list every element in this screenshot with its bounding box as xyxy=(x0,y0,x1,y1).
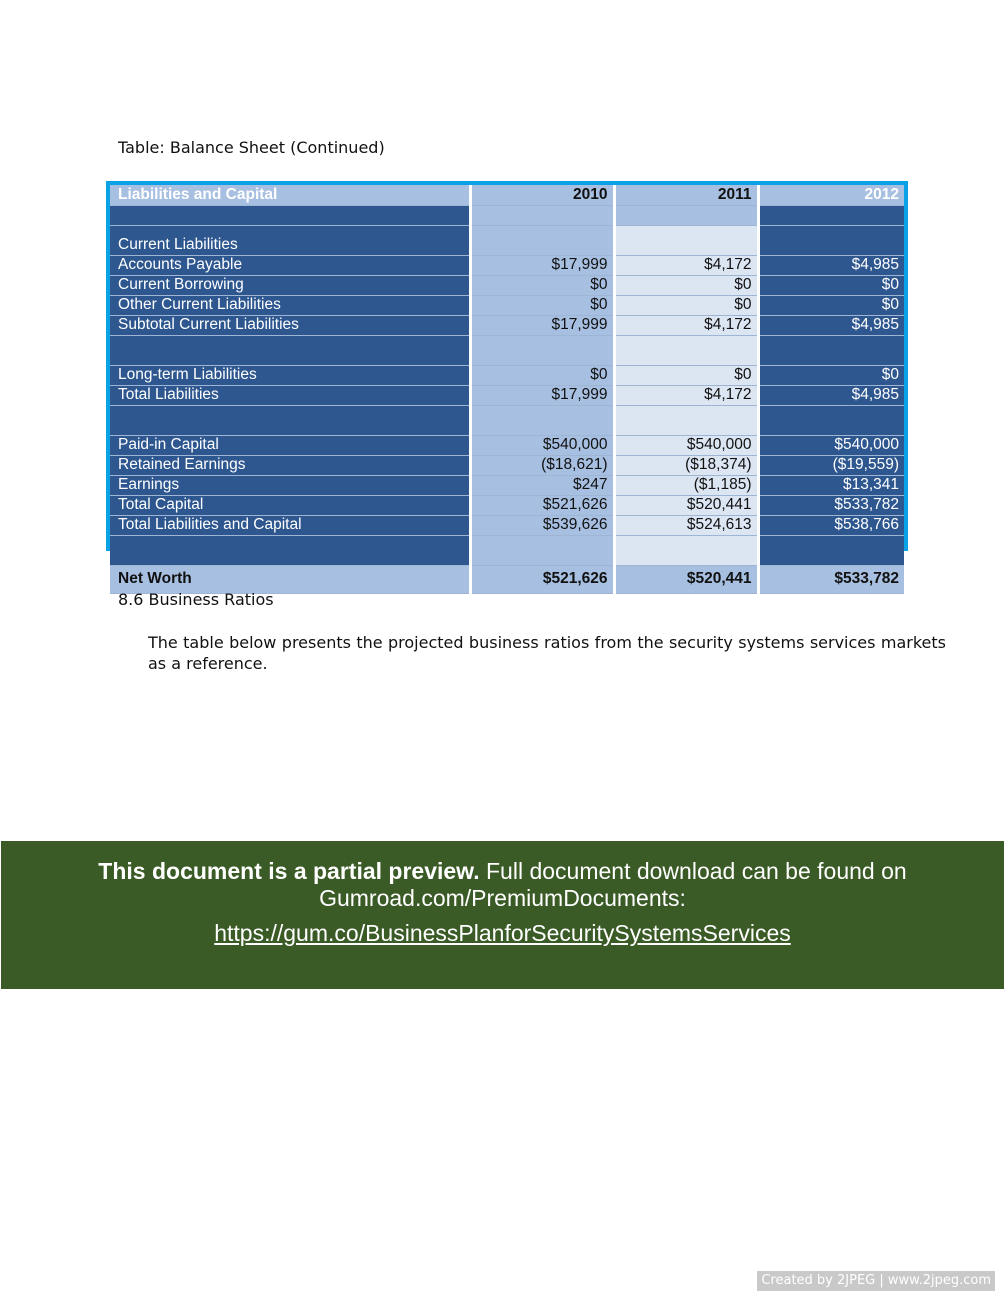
intro-paragraph: The table below presents the projected business ratios from the security systems services markets as a reference. xyxy=(148,633,946,673)
table-row xyxy=(110,335,904,365)
row-value: $0 xyxy=(470,365,614,385)
table-row xyxy=(110,275,904,295)
row-value: $538,766 xyxy=(758,515,904,535)
row-value: ($1,185) xyxy=(614,475,758,495)
row-value: $17,999 xyxy=(470,255,614,275)
table-row xyxy=(110,255,904,275)
table-row xyxy=(110,495,904,515)
row-label: Other Current Liabilities xyxy=(110,295,470,315)
row-value: $0 xyxy=(614,365,758,385)
row-value xyxy=(758,335,904,365)
table-row xyxy=(110,225,904,255)
row-value: $539,626 xyxy=(470,515,614,535)
row-label: Earnings xyxy=(110,475,470,495)
header-year: 2011 xyxy=(614,185,758,205)
row-label: Paid-in Capital xyxy=(110,435,470,455)
row-value: $4,172 xyxy=(614,255,758,275)
row-value: $0 xyxy=(614,295,758,315)
row-value xyxy=(614,205,758,225)
row-label: Retained Earnings xyxy=(110,455,470,475)
row-label xyxy=(110,205,470,225)
table-row xyxy=(110,365,904,385)
row-value xyxy=(614,535,758,565)
row-label: Subtotal Current Liabilities xyxy=(110,315,470,335)
row-value: ($18,374) xyxy=(614,455,758,475)
table-row xyxy=(110,315,904,335)
row-value xyxy=(614,335,758,365)
row-value: $17,999 xyxy=(470,315,614,335)
row-value: $520,441 xyxy=(614,565,758,593)
row-value xyxy=(470,335,614,365)
banner-line-2: Gumroad.com/PremiumDocuments: xyxy=(319,885,686,911)
row-value: $533,782 xyxy=(758,565,904,593)
header-label: Liabilities and Capital xyxy=(110,185,470,205)
watermark: Created by 2JPEG | www.2jpeg.com xyxy=(757,1271,995,1291)
row-value: $520,441 xyxy=(614,495,758,515)
row-value xyxy=(758,405,904,435)
row-label xyxy=(110,535,470,565)
row-value: $4,985 xyxy=(758,255,904,275)
table-caption: Table: Balance Sheet (Continued) xyxy=(118,138,385,157)
row-label: Total Capital xyxy=(110,495,470,515)
header-year: 2010 xyxy=(470,185,614,205)
row-value: $521,626 xyxy=(470,495,614,515)
download-link[interactable]: https://gum.co/BusinessPlanforSecuritySystemsServices xyxy=(214,920,791,946)
table-row xyxy=(110,515,904,535)
row-label: Total Liabilities and Capital xyxy=(110,515,470,535)
row-value: $533,782 xyxy=(758,495,904,515)
table-row xyxy=(110,295,904,315)
row-value: $247 xyxy=(470,475,614,495)
row-value: $0 xyxy=(470,275,614,295)
row-value xyxy=(758,205,904,225)
row-value xyxy=(470,225,614,255)
row-value: $4,985 xyxy=(758,385,904,405)
row-value: $0 xyxy=(758,365,904,385)
row-value: $13,341 xyxy=(758,475,904,495)
header-year: 2012 xyxy=(758,185,904,205)
row-value: $4,172 xyxy=(614,315,758,335)
table-row xyxy=(110,435,904,455)
table-row xyxy=(110,385,904,405)
table-row xyxy=(110,475,904,495)
row-label xyxy=(110,335,470,365)
row-value xyxy=(758,225,904,255)
row-label: Long-term Liabilities xyxy=(110,365,470,385)
row-value: $0 xyxy=(614,275,758,295)
row-value: $524,613 xyxy=(614,515,758,535)
row-value: ($19,559) xyxy=(758,455,904,475)
banner-line-1 xyxy=(1,858,1004,885)
preview-banner xyxy=(1,841,1004,989)
row-value: $521,626 xyxy=(470,565,614,593)
section-heading: 8.6 Business Ratios xyxy=(118,590,274,609)
row-value xyxy=(470,405,614,435)
row-label: Total Liabilities xyxy=(110,385,470,405)
row-label: Current Borrowing xyxy=(110,275,470,295)
table-row xyxy=(110,535,904,565)
row-value: $0 xyxy=(758,275,904,295)
table-row xyxy=(110,455,904,475)
table-row xyxy=(110,565,904,593)
banner-text: Full document download can be found on xyxy=(479,858,907,884)
row-value: $540,000 xyxy=(614,435,758,455)
row-label: Current Liabilities xyxy=(110,225,470,255)
table-row xyxy=(110,405,904,435)
table-row xyxy=(110,205,904,225)
row-value: $0 xyxy=(470,295,614,315)
row-value: ($18,621) xyxy=(470,455,614,475)
row-label xyxy=(110,405,470,435)
row-value: $540,000 xyxy=(758,435,904,455)
row-value: $4,985 xyxy=(758,315,904,335)
row-value xyxy=(470,535,614,565)
row-label: Accounts Payable xyxy=(110,255,470,275)
balance-sheet-table xyxy=(106,181,908,587)
row-value: $4,172 xyxy=(614,385,758,405)
row-value xyxy=(470,205,614,225)
banner-bold-text: This document is a partial preview. xyxy=(98,858,480,884)
row-value: $17,999 xyxy=(470,385,614,405)
row-value: $0 xyxy=(758,295,904,315)
table-header-row xyxy=(110,185,904,205)
balance-sheet-grid xyxy=(110,185,904,594)
row-value xyxy=(758,535,904,565)
row-value: $540,000 xyxy=(470,435,614,455)
row-value xyxy=(614,225,758,255)
row-label: Net Worth xyxy=(110,565,470,593)
row-value xyxy=(614,405,758,435)
